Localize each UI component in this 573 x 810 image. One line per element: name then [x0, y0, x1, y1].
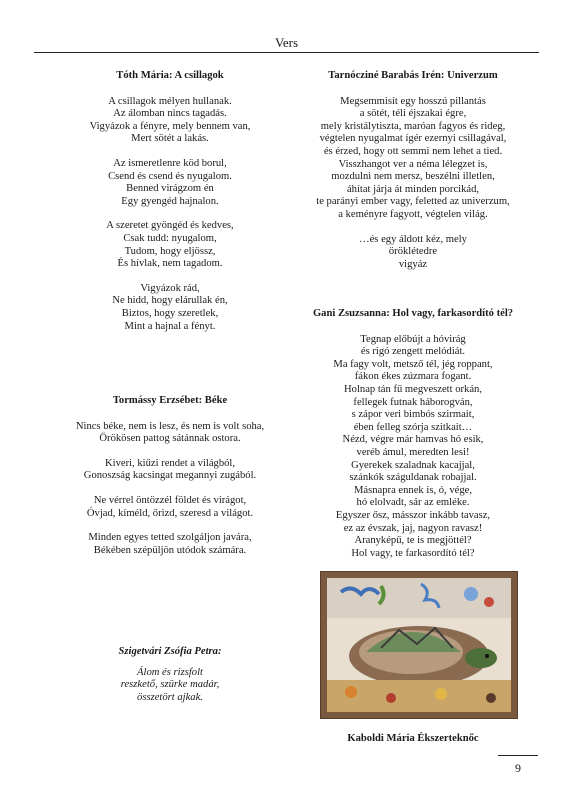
verse-line: veréb ámul, meredten lesi!	[356, 446, 470, 458]
verse-line: a keményre fagyott, végtelen világ.	[338, 208, 488, 220]
verse-line: Másnapra ennek is, ó, vége,	[354, 484, 472, 496]
footer-rule	[498, 755, 538, 756]
verse-line: Gonoszság kacsingat megannyi zugából.	[83, 470, 257, 482]
stanza	[56, 283, 284, 333]
stanza	[56, 458, 284, 483]
poem-tarnocziné-univerzum	[302, 70, 524, 271]
verse-line: Tudom, hogy eljössz,	[124, 245, 216, 257]
verse-line: Vigyázok a fényre, mely bennem van,	[89, 120, 251, 132]
verse-line: Ne vérrel öntözzél földet és virágot,	[93, 494, 247, 506]
stanza	[56, 96, 284, 146]
stanza	[302, 334, 524, 561]
verse-line: Mert sötét a lakás.	[131, 133, 209, 145]
verse-line: És hívlak, nem tagadom.	[117, 258, 223, 270]
turtle-artwork-image	[321, 572, 517, 718]
verse-line: Minden egyes tetted szolgáljon javára,	[88, 532, 252, 544]
verse-line: …és egy áldott kéz, mely	[359, 233, 467, 245]
verse-line: a sötét, téli éjszakai égre,	[359, 108, 467, 120]
verse-line: Óvjad, kíméld, őrizd, szeresd a világot.	[86, 507, 254, 519]
verse-line: Csak tudd: nyugalom,	[123, 232, 217, 244]
verse-line: szánkók száguldanak robajjal.	[349, 472, 477, 484]
verse-line: Egy gyengéd hajnalon.	[121, 195, 219, 207]
painting-caption: Kaboldi Mária Ékszerteknőc	[347, 733, 479, 744]
poem-title: Tóth Mária: A csillagok	[116, 70, 224, 81]
verse-line: Ne hidd, hogy elárullak én,	[112, 295, 228, 307]
poem-title: Tormássy Erzsébet: Béke	[112, 395, 228, 406]
verse-line: fákon ékes zúzmara fogant.	[354, 371, 472, 383]
verse-line: végtelen nyugalmat ígér ezernyi csillagával,	[319, 133, 507, 145]
poem-toth-maria	[56, 70, 284, 333]
poem-title: Gani Zsuzsanna: Hol vagy, farkasordító tél?	[312, 308, 514, 319]
verse-line: ez az évszak, jaj, nagyon ravasz!	[343, 522, 483, 534]
verse-line: Vigyázok rád,	[140, 282, 200, 294]
verse-line: összetört ajkak.	[137, 691, 203, 703]
stanza	[56, 667, 284, 705]
verse-line: Csend és csend és nyugalom.	[108, 170, 232, 182]
verse-line: fellegek futnak háborogván,	[353, 396, 473, 408]
stanza	[56, 220, 284, 270]
poem-gani-zsuzsanna	[302, 308, 524, 560]
verse-line: Egyszer ősz, másszor inkább tavasz,	[335, 509, 491, 521]
verse-line: A szeretet gyöngéd és kedves,	[106, 220, 234, 232]
section-header: Vers	[274, 35, 299, 50]
verse-line: Nincs béke, nem is lesz, és nem is volt soha,	[75, 420, 265, 432]
verse-line: Ma fagy volt, metsző tél, jég roppant,	[333, 358, 493, 370]
verse-line: ében felleg szórja szitkait…	[353, 421, 473, 433]
stanza	[56, 158, 284, 208]
painting-turtle-artwork	[320, 571, 518, 719]
verse-line: Visszhangot ver a néma lélegzet is,	[338, 158, 488, 170]
verse-line: mozdulni nem mersz, beszélni illetlen,	[331, 171, 495, 183]
verse-line: mely kristálytiszta, maróan fagyos és rideg,	[320, 120, 506, 132]
verse-line: A csillagok mélyen hullanak.	[108, 95, 232, 107]
verse-line: Aranyképű, te is megjöttél?	[354, 535, 472, 547]
verse-line: Holnap tán fű megveszett orkán,	[344, 383, 482, 395]
stanza	[56, 532, 284, 557]
poem-szigetvari-zsofia	[56, 646, 284, 704]
poem-title: Szigetvári Zsófia Petra:	[118, 646, 222, 657]
stanza	[302, 234, 524, 272]
verse-line: áhítat járja át minden porcikád,	[346, 183, 480, 195]
stanza	[56, 495, 284, 520]
header-rule	[34, 52, 539, 53]
verse-line: Megsemmisít egy hosszú pillantás	[340, 95, 486, 107]
verse-line: s zápor veri bimbós szirmait,	[351, 409, 475, 421]
stanza	[302, 96, 524, 222]
stanza	[56, 421, 284, 446]
verse-line: hó elolvadt, sár az emléke.	[356, 497, 470, 509]
poem-title: Tarnócziné Barabás Irén: Univerzum	[328, 70, 498, 81]
page-number: 9	[515, 761, 521, 775]
verse-line: Benned virágzom én	[126, 183, 214, 195]
verse-line: Gyerekek szaladnak kacajjal,	[351, 459, 475, 471]
verse-line: te parányi ember vagy, feletted az univerzum,	[316, 196, 510, 208]
verse-line: vigyáz	[398, 258, 428, 270]
verse-line: Tegnap előbújt a hóvirág	[360, 333, 466, 345]
verse-line: Az álomban nincs tagadás.	[113, 108, 227, 120]
verse-line: öröklétedre	[388, 246, 438, 258]
verse-line: Álom és rizsfolt	[137, 666, 203, 678]
verse-line: Biztos, hogy szeretlek,	[121, 307, 219, 319]
verse-line: és rigó zengett melódiát.	[360, 346, 466, 358]
verse-line: reszkető, szürke madár,	[120, 679, 220, 691]
verse-line: és érzed, hogy ott semmi nem lehet a tied.	[323, 145, 503, 157]
verse-line: Az ismeretlenre köd borul,	[113, 157, 227, 169]
verse-line: Nézd, végre már hamvas hó esik,	[342, 434, 484, 446]
verse-line: Mint a hajnal a fényt.	[124, 320, 216, 332]
verse-line: Örökösen pattog sátánnak ostora.	[99, 433, 241, 445]
verse-line: Hol vagy, te farkasordító tél?	[351, 547, 475, 559]
verse-line: Kiveri, kiűzi rendet a világból,	[104, 457, 236, 469]
poem-tormassy-erzsebet	[56, 395, 284, 557]
verse-line: Békében szépüljön utódok számára.	[93, 544, 247, 556]
